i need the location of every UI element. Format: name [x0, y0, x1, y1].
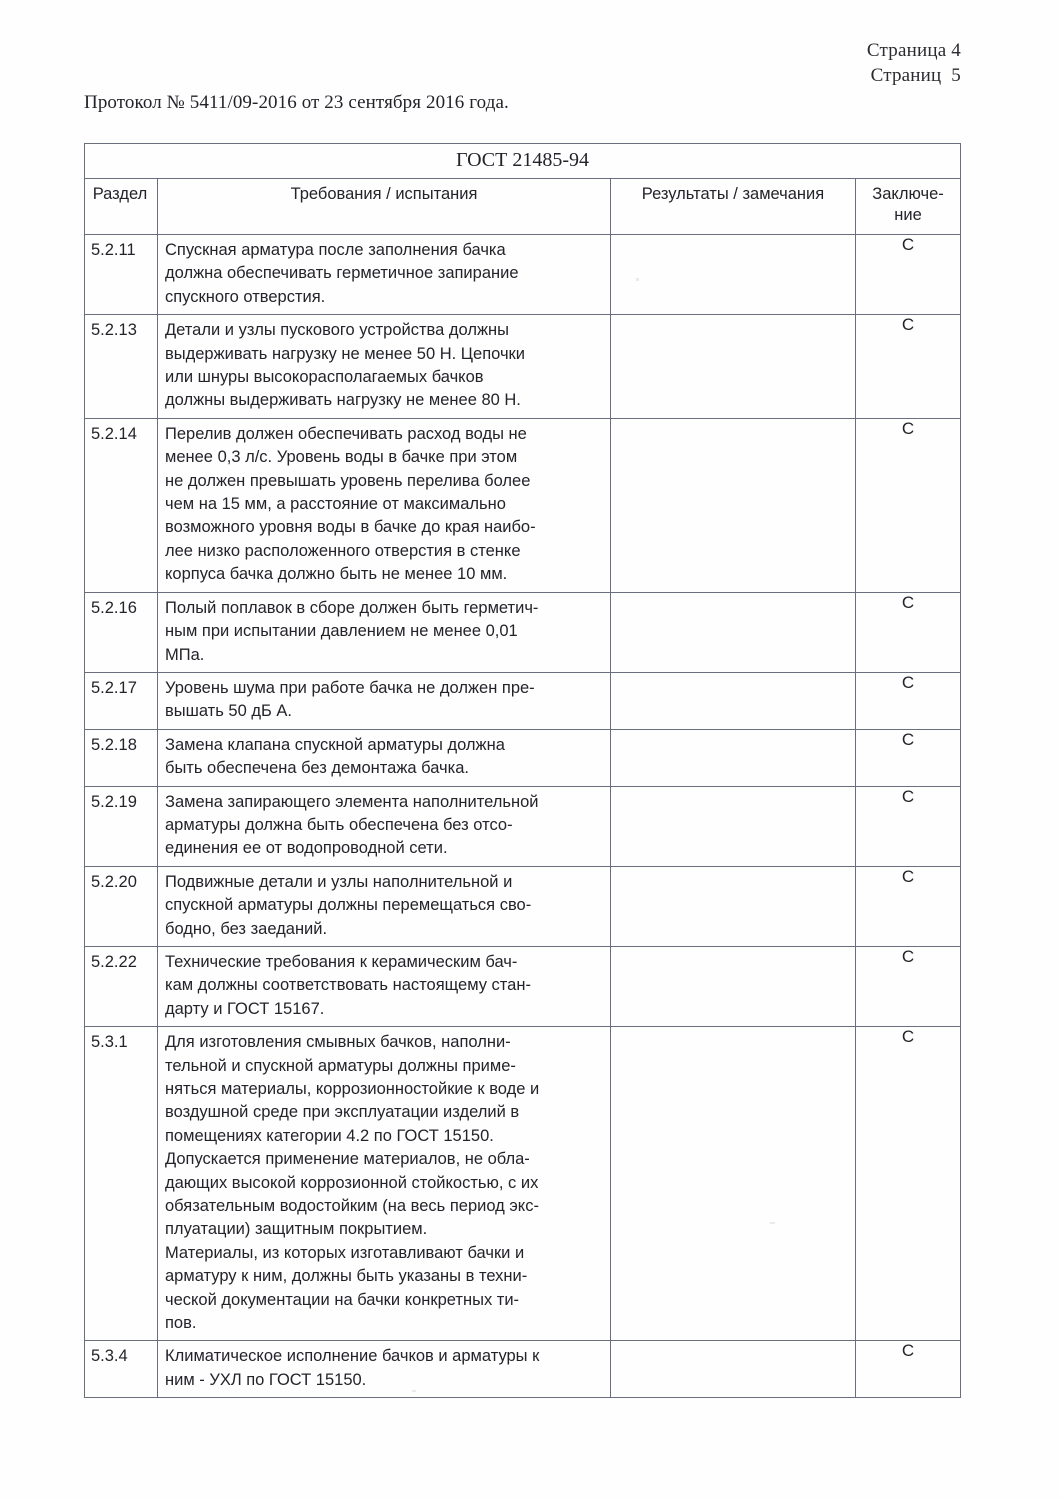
- cell-requirement: [158, 866, 611, 946]
- requirement-line: Для изготовления смывных бачков, наполни-: [165, 1033, 511, 1052]
- cell-result[interactable]: [611, 1027, 856, 1341]
- cell-section: 5.3.4: [85, 1341, 158, 1398]
- table-row: [85, 315, 961, 419]
- requirement-line: арматуры должна быть обеспечена без отсо-: [165, 815, 513, 834]
- requirement-line: Замена запирающего элемента наполнительной: [165, 792, 539, 811]
- cell-section: 5.3.1: [85, 1027, 158, 1341]
- cell-requirement: [158, 1341, 611, 1398]
- requirement-line: Полый поплавок в сборе должен быть герметич-: [165, 598, 539, 617]
- requirement-line: Допускается применение материалов, не обла-: [165, 1150, 530, 1169]
- cell-conclusion[interactable]: С: [856, 729, 961, 786]
- requirement-line: помещениях категории 4.2 по ГОСТ 15150.: [165, 1126, 494, 1145]
- cell-section: 5.2.20: [85, 866, 158, 946]
- requirement-line: арматуру к ним, должны быть указаны в техни-: [165, 1267, 528, 1286]
- requirement-line: кам должны соответствовать настоящему стан-: [165, 976, 531, 995]
- column-header-requirements: Требования / испытания: [158, 179, 611, 235]
- cell-result[interactable]: [611, 866, 856, 946]
- table-title-row: [85, 144, 961, 179]
- requirement-line: дарту и ГОСТ 15167.: [165, 999, 325, 1018]
- page-number-block: [867, 38, 961, 88]
- requirement-line: возможного уровня воды в бачке до края наибо-: [165, 518, 536, 537]
- cell-result[interactable]: [611, 786, 856, 866]
- scan-artifact: [412, 1390, 416, 1392]
- cell-conclusion[interactable]: С: [856, 418, 961, 592]
- requirement-line: дающих высокой коррозионной стойкостью, с их: [165, 1173, 539, 1192]
- requirement-line: вышать 50 дБ А.: [165, 702, 292, 721]
- table-header-row: [85, 179, 961, 235]
- cell-conclusion[interactable]: С: [856, 866, 961, 946]
- requirement-line: менее 0,3 л/с. Уровень воды в бачке при этом: [165, 448, 518, 467]
- cell-conclusion[interactable]: С: [856, 235, 961, 315]
- requirement-line: Детали и узлы пускового устройства должны: [165, 321, 509, 340]
- cell-result[interactable]: [611, 946, 856, 1026]
- cell-requirement: [158, 946, 611, 1026]
- table-standard-title: ГОСТ 21485-94: [85, 144, 961, 179]
- cell-result[interactable]: [611, 235, 856, 315]
- cell-result[interactable]: [611, 592, 856, 672]
- cell-conclusion[interactable]: С: [856, 672, 961, 729]
- cell-requirement: [158, 418, 611, 592]
- cell-requirement: [158, 315, 611, 419]
- cell-conclusion[interactable]: С: [856, 946, 961, 1026]
- requirement-line: Подвижные детали и узлы наполнительной и: [165, 872, 513, 891]
- requirement-line: няться материалы, коррозионностойкие к воде и: [165, 1080, 540, 1098]
- requirement-line: быть обеспечена без демонтажа бачка.: [165, 759, 469, 778]
- cell-conclusion[interactable]: С: [856, 592, 961, 672]
- cell-result[interactable]: [611, 418, 856, 592]
- cell-section: 5.2.22: [85, 946, 158, 1026]
- cell-requirement: [158, 786, 611, 866]
- cell-section: 5.2.14: [85, 418, 158, 592]
- gost-requirements-table: [84, 143, 961, 1398]
- requirement-line: должны выдерживать нагрузку не менее 80 Н.: [165, 391, 521, 410]
- protocol-title: Протокол № 5411/09-2016 от 23 сентября 2016 года.: [84, 92, 509, 113]
- cell-result[interactable]: [611, 729, 856, 786]
- table-row: [85, 786, 961, 866]
- requirement-line: ним - УХЛ по ГОСТ 15150.: [165, 1370, 367, 1389]
- requirement-line: лее низко расположенного отверстия в стенке: [165, 541, 521, 560]
- requirement-line: Материалы, из которых изготавливают бачки и: [165, 1243, 525, 1262]
- requirement-line: Перелив должен обеспечивать расход воды не: [165, 424, 527, 443]
- requirement-line: корпуса бачка должно быть не менее 10 мм.: [165, 565, 508, 584]
- table-row: [85, 1027, 961, 1341]
- column-header-conclusion-line1: Заключе-: [872, 185, 944, 203]
- requirement-line: МПа.: [165, 645, 205, 664]
- cell-result[interactable]: [611, 1341, 856, 1398]
- cell-requirement: [158, 729, 611, 786]
- cell-conclusion[interactable]: С: [856, 315, 961, 419]
- requirement-line: единения ее от водопроводной сети.: [165, 839, 448, 858]
- requirement-line: Уровень шума при работе бачка не должен пре-: [165, 678, 535, 697]
- requirement-line: не должен превышать уровень перелива более: [165, 471, 531, 490]
- scan-artifact: [636, 278, 639, 281]
- requirement-line: ческой документации на бачки конкретных ти-: [165, 1290, 520, 1309]
- column-header-conclusion-line2: ние: [894, 206, 922, 224]
- requirement-line: Климатическое исполнение бачков и арматуры к: [165, 1347, 540, 1366]
- column-header-results: Результаты / замечания: [611, 179, 856, 235]
- cell-result[interactable]: [611, 672, 856, 729]
- table-row: [85, 946, 961, 1026]
- table-row: [85, 729, 961, 786]
- requirement-line: Спускная арматура после заполнения бачка: [165, 241, 506, 259]
- scan-artifact: [770, 1222, 775, 1224]
- requirement-line: должна обеспечивать герметичное запирание: [165, 264, 519, 283]
- requirement-line: или шнуры высокорасполагаемых бачков: [165, 368, 484, 387]
- requirement-line: пов.: [165, 1314, 197, 1333]
- requirement-line: Технические требования к керамическим бач-: [165, 952, 518, 971]
- requirement-line: ным при испытании давлением не менее 0,01: [165, 622, 518, 641]
- requirement-line: плуатации) защитным покрытием.: [165, 1220, 428, 1239]
- cell-requirement: [158, 592, 611, 672]
- cell-section: 5.2.11: [85, 235, 158, 315]
- table-body: [85, 235, 961, 1398]
- table-row: [85, 1341, 961, 1398]
- column-header-section: Раздел: [85, 179, 158, 235]
- requirement-line: спускной арматуры должны перемещаться сво-: [165, 896, 532, 915]
- requirement-line: спускного отверстия.: [165, 287, 326, 306]
- table-row: [85, 672, 961, 729]
- cell-section: 5.2.18: [85, 729, 158, 786]
- table-row: [85, 592, 961, 672]
- cell-section: 5.2.13: [85, 315, 158, 419]
- requirement-line: бодно, без заеданий.: [165, 919, 328, 938]
- requirement-line: обязательным водостойким (на весь период экс-: [165, 1197, 539, 1216]
- requirement-line: Замена клапана спускной арматуры должна: [165, 735, 505, 754]
- requirement-line: чем на 15 мм, а расстояние от максимально: [165, 495, 506, 514]
- table-row: [85, 418, 961, 592]
- requirement-line: выдерживать нагрузку не менее 50 Н. Цепочки: [165, 344, 525, 363]
- requirement-line: воздушной среде при эксплуатации изделий в: [165, 1103, 520, 1122]
- cell-section: 5.2.16: [85, 592, 158, 672]
- cell-section: 5.2.19: [85, 786, 158, 866]
- column-header-conclusion: [856, 179, 961, 235]
- cell-conclusion[interactable]: С: [856, 1341, 961, 1398]
- table-row: [85, 866, 961, 946]
- cell-requirement: [158, 672, 611, 729]
- cell-conclusion[interactable]: С: [856, 1027, 961, 1341]
- page-number-current: Страница 4: [866, 40, 961, 61]
- requirement-line: тельной и спускной арматуры должны приме-: [165, 1056, 516, 1075]
- cell-requirement: [158, 1027, 611, 1341]
- cell-section: 5.2.17: [85, 672, 158, 729]
- cell-conclusion[interactable]: С: [856, 786, 961, 866]
- cell-requirement: [158, 235, 611, 315]
- page-number-total: Страниц 5: [870, 65, 961, 86]
- cell-result[interactable]: [611, 315, 856, 419]
- table-row: [85, 235, 961, 315]
